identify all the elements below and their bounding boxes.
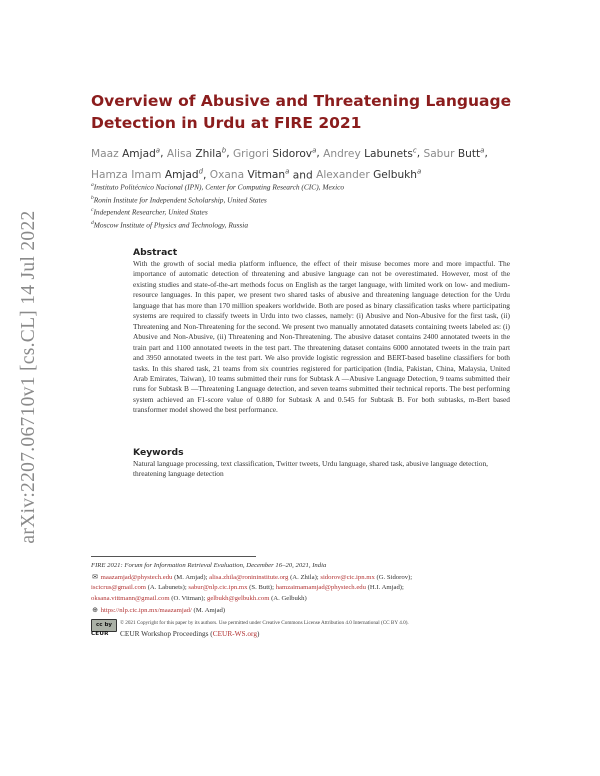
author: Oxana Vitman$^a$ — [209, 167, 290, 182]
keywords-section — [133, 447, 510, 480]
creative-commons-badge: cc by — [91, 619, 117, 632]
email-list: ✉ maazamjad@phystech.edu (M. Amjad); alisa.zhila@ronininstitute.org (A. Zhila); sidorov@cic.ipn.mx (G. Sidorov); iscicrus@gmail.com (A. Labunets); sabur@nlp.cic.ipn.mx (S. Butt); hamzaimamamjad@phystech.edu (H.I. Amjad); oksana.vittmann@gmail.com (O. Vitman); gelbukh@gelbukh.com (A. Gelbukh) — [91, 572, 413, 603]
email-link[interactable]: alisa.zhila@ronininstitute.org — [209, 573, 289, 581]
ceur-proceedings: CEUR Workshop Proceedings (CEUR-WS.org) — [120, 629, 260, 638]
keywords-text: Natural language processing, text classification, Twitter tweets, Urdu language, shared task, abusive language detection, threatening language detection — [133, 459, 489, 479]
arxiv-stamp: arXiv:2207.06710v1 [cs.CL] 14 Jul 2022 — [18, 210, 39, 544]
author: Alexander Gelbukh$^a$ — [316, 167, 422, 182]
author: Hamza Imam Amjad$^d$ — [91, 167, 204, 182]
abstract-text: With the growth of social media platform influence, the effect of their misuse becomes more and more impactful. The importance of automatic detection of threatening and abusive language can not be overestimated. However, most of the existing studies and state-of-the-art methods focus on English as the target language, with limited work on low- and medium-resource languages. In this paper, we present two shared tasks of abusive and threatening language detection for the Urdu language that has more than 170 million speakers worldwide. Both are posed as binary classification tasks where participating systems are required to classify tweets in Urdu into two classes, namely: (i) Abusive and Non-Abusive for the first task, (ii) Threatening and Non-Threatening for the second. We present two manually annotated datasets containing tweets labeled as: (i) Abusive and Non-Abusive, (ii) Threatening and Non-Threatening. The abusive dataset contains 2400 annotated tweets in the train part and 1100 annotated tweets in the test part. The threatening dataset contains 6000 annotated tweets in the train part and 3950 annotated tweets in the test part. We also provide logistic regression and BERT-based baseline classifiers for both tasks. In this shared task, 21 teams from six countries registered for participation (India, Pakistan, China, Malaysia, United Arab Emirates, Taiwan), 10 teams submitted their runs for Subtask A —Abusive Language Detection, 9 teams submitted their runs for Subtask B —Threatening Language detection, and seven teams submitted their technical reports. The best performing system achieved an F1-score value of 0.880 for Subtask A and 0.545 for Subtask B. For both subtasks, m-Bert based transformer model showed the best performance. — [133, 259, 510, 415]
email-link[interactable]: sidorov@cic.ipn.mx — [320, 573, 375, 581]
ceur-logo: CEUR — [91, 631, 109, 637]
envelope-icon: ✉ — [92, 572, 98, 581]
email-link[interactable]: maazamjad@phystech.edu — [100, 573, 173, 581]
email-link[interactable]: oksana.vittmann@gmail.com — [91, 595, 170, 603]
homepage-line: ⊕ https://nlp.cic.ipn.mx/maazamjad/ (M. Amjad) — [92, 605, 226, 614]
abstract-heading: Abstract — [133, 247, 178, 258]
affiliation: $^a$Instituto Politécnico Nacional (IPN), Center for Computing Research (CIC), Mexico — [91, 182, 345, 192]
author: Andrey Labunets$^c$ — [323, 146, 417, 160]
affiliation: $^d$Moscow Institute of Physics and Technology, Russia — [91, 220, 249, 230]
globe-icon: ⊕ — [92, 605, 98, 614]
author: Sabur Butt$^a$ — [423, 146, 485, 160]
homepage-link[interactable]: https://nlp.cic.ipn.mx/maazamjad/ — [100, 606, 192, 614]
author-list: Maaz Amjad$^a$, Alisa Zhila$^b$, Grigori Sidorov$^a$, Andrey Labunets$^c$, Sabur Butt$^a$, Hamza Imam Amjad$^d$, Oxana Vitman$^a$ and Alexander Gelbukh$^a$ — [91, 146, 488, 182]
email-link[interactable]: iscicrus@gmail.com — [91, 584, 147, 592]
abstract-section — [133, 247, 510, 416]
ceur-link[interactable]: CEUR-WS.org — [212, 629, 257, 638]
copyright-notice: © 2021 Copyright for this paper by its authors. Use permitted under Creative Commons License Attribution 4.0 International (CC BY 4.0). — [120, 620, 409, 626]
title-line-2: Detection in Urdu at FIRE 2021 — [91, 114, 362, 132]
author: Grigori Sidorov$^a$ — [232, 146, 317, 160]
author: Alisa Zhila$^b$ — [166, 146, 227, 160]
keywords-heading: Keywords — [133, 447, 184, 458]
author: Maaz Amjad$^a$ — [91, 146, 161, 160]
title-line-1: Overview of Abusive and Threatening Language — [91, 92, 512, 110]
affiliations — [91, 180, 531, 231]
email-link[interactable]: gelbukh@gelbukh.com — [206, 595, 270, 603]
conference-note: FIRE 2021: Forum for Information Retrieval Evaluation, December 16–20, 2021, India — [91, 562, 327, 569]
email-link[interactable]: hamzaimamamjad@phystech.edu — [275, 584, 366, 592]
paper-title — [91, 90, 521, 134]
affiliation: $^c$Independent Researcher, United States — [91, 207, 208, 217]
footnote-rule — [91, 556, 256, 557]
email-link[interactable]: sabur@nlp.cic.ipn.mx — [188, 584, 248, 592]
footnote — [91, 561, 531, 617]
affiliation: $^b$Ronin Institute for Independent Scholarship, United States — [91, 194, 267, 205]
authors-and: and — [292, 169, 313, 182]
